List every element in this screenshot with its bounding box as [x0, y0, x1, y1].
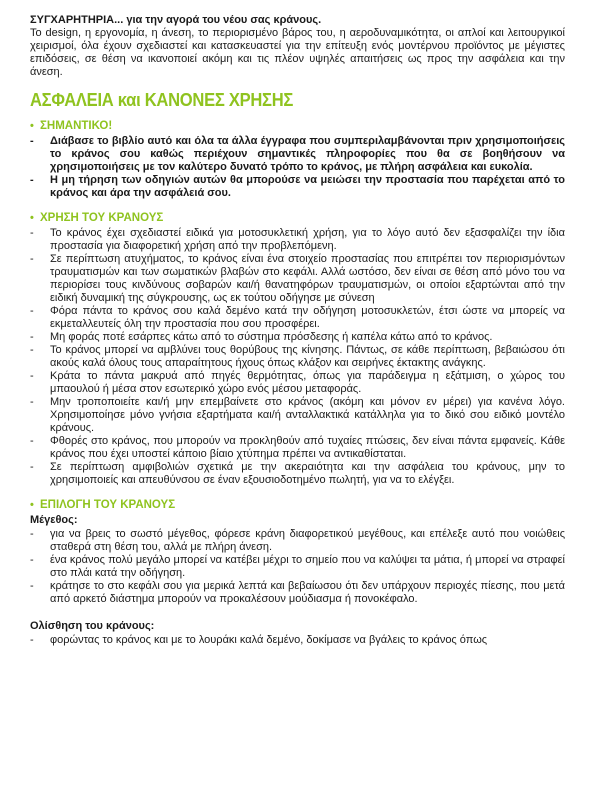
dash-bullet: - — [30, 174, 34, 186]
dash-bullet: - — [30, 396, 34, 408]
usage-heading-label: ΧΡΗΣΗ ΤΟΥ ΚΡΑΝΟΥΣ — [40, 212, 164, 224]
dash-bullet: - — [30, 461, 34, 473]
list-item-text: Μην τροποποιείτε και/ή μην επεμβαίνετε στο κράνος (ακόμη και μόνον εν μέρει) για κανένα λόγο. Χρησιμοποίησε μόνο γνήσια εξαρτήματα και/ή ανταλλακτικά κατάλληλα για το δικό σου ειδικό μοντέλο κράνους. — [50, 396, 565, 434]
list-item-text: Η μη τήρηση των οδηγιών αυτών θα μπορούσε να μειώσει την προστασία που παρέχεται από το κράνος και άρα την ασφάλειά σου. — [50, 174, 565, 199]
dash-bullet: - — [30, 227, 34, 239]
choice-heading-label: ΕΠΙΛΟΓΗ ΤΟΥ ΚΡΑΝΟΥΣ — [40, 499, 176, 511]
slip-label: Ολίσθηση του κράνους: — [30, 620, 155, 632]
dash-bullet: - — [30, 253, 34, 265]
list-item — [30, 253, 565, 305]
intro-text: Το design, η εργονομία, η άνεση, το περιορισμένο βάρος του, η αεροδυναμικότητα, οι απλοί και λειτουργικοί χειρισμοί, όλα έχουν σχεδιαστεί και κατασκευαστεί για την επίτευξη ενός μοντέρνου προϊόντος με μέγιστες επιδόσεις, σε θέση να ικανοποιεί ακόμη και τις πλέον υψηλές απαιτήσεις ως προς την ασφάλεια και την άνεση. — [30, 27, 565, 78]
list-item-text: Σε περίπτωση ατυχήματος, το κράνος είναι ένα στοιχείο προστασίας που επιτρέπει τον περιορισμόντων τραυματισμών και των σωματικών βλαβών στο κεφάλι. Αλλά ωστόσο, δεν είναι σε θέση από μόνο του να περιορίσει τους κινδύνους σοβαρών και/ή θανατηφόρων τραυματισμών, οι οποίοι εξαρτώνται από την ειδική δυναμική της σύγκρουσης, ως εκ τούτου οδήγησε με σύνεση — [50, 253, 565, 304]
main-title: ΑΣΦΑΛΕΙΑ και ΚΑΝΟΝΕΣ ΧΡΗΣΗΣ — [30, 90, 294, 110]
dash-bullet: - — [30, 554, 34, 566]
list-item — [30, 344, 565, 370]
dash-bullet: - — [30, 135, 34, 147]
list-item — [30, 305, 565, 331]
list-item-text: φορώντας το κράνος και με το λουράκι καλά δεμένο, δοκίμασε να βγάλεις το κράνος όπως — [50, 634, 488, 646]
list-item-text: Το κράνος έχει σχεδιαστεί ειδικά για μοτοσυκλετική χρήση, για το λόγο αυτό δεν εξασφαλίζει την ίδια προστασία για διαφορετική χρήση από την προβλεπόμενη. — [50, 227, 565, 252]
list-item — [30, 554, 565, 580]
list-item-text: Σε περίπτωση αμφιβολιών σχετικά με την ακεραιότητα και την ασφάλεια του κράνους, μην το χρησιμοποιείς και απευθύνσου σε έναν εξουσιοδοτημένο πωλητή, για να το ελέγξει. — [50, 461, 565, 486]
usage-section — [30, 211, 565, 487]
intro-title: ΣΥΓΧΑΡΗΤΗΡΙΑ... για την αγορά του νέου σας κράνους. — [30, 14, 322, 26]
dash-bullet: - — [30, 370, 34, 382]
dash-bullet: - — [30, 344, 34, 356]
usage-heading — [30, 211, 565, 225]
list-item-text: Κράτα το πάντα μακρυά από πηγές θερμότητας, όπως για παράδειγμα η εξάτμιση, ο χώρος του μπαουλού ή μέσα στον εσωτερικό χώρο ενός μέσου μεταφοράς. — [50, 370, 565, 395]
list-item — [30, 461, 565, 487]
dash-bullet: - — [30, 435, 34, 447]
bullet-icon: • — [30, 120, 34, 132]
list-item-text: κράτησε το στο κεφάλι σου για μερικά λεπτά και βεβαίωσου ότι δεν υπάρχουν περιοχές πίεσης, που μετά από αρκετό διάστημα μπορούν να προκαλέσουν μούδιασμα ή πονοκέφαλο. — [50, 580, 565, 605]
dash-bullet: - — [30, 580, 34, 592]
dash-bullet: - — [30, 634, 34, 646]
important-list — [30, 135, 565, 200]
dash-bullet: - — [30, 331, 34, 343]
list-item — [30, 135, 565, 174]
list-item — [30, 528, 565, 554]
slip-list — [30, 634, 565, 647]
choice-heading — [30, 498, 565, 512]
list-item-text: Το κράνος μπορεί να αμβλύνει τους θορύβους της κίνησης. Πάντως, σε κάθε περίπτωση, βεβαιώσου ότι ακούς καλά όλους τους απαραίτητους ήχους όπως κλάξον και σειρήνες έκτακτης ανάγκης. — [50, 344, 565, 369]
list-item — [30, 435, 565, 461]
important-section — [30, 119, 565, 200]
important-heading — [30, 119, 565, 133]
list-item-text: Μη φοράς ποτέ εσάρπες κάτω από το σύστημα πρόσδεσης ή καπέλα κάτω από το κράνος. — [50, 331, 493, 343]
dash-bullet: - — [30, 528, 34, 540]
bullet-icon: • — [30, 212, 34, 224]
important-heading-label: ΣΗΜΑΝΤΙΚΟ! — [40, 120, 113, 132]
list-item — [30, 580, 565, 606]
list-item — [30, 370, 565, 396]
list-item — [30, 174, 565, 200]
size-list — [30, 528, 565, 606]
list-item — [30, 634, 565, 647]
list-item-text: Φθορές στο κράνος, που μπορούν να προκληθούν από τυχαίες πτώσεις, δεν είναι πάντα εμφανείς. Κάθε κράνος που έχει υποστεί κάποιο βίαιο χτύπημα πρέπει να αντικαθίσταται. — [50, 435, 565, 460]
intro-section — [30, 14, 565, 79]
usage-list — [30, 227, 565, 487]
choice-section — [30, 498, 565, 647]
dash-bullet: - — [30, 305, 34, 317]
list-item-text: για να βρεις το σωστό μέγεθος, φόρεσε κράνη διαφορετικού μεγέθους, και επέλεξε αυτό που νοιώθεις σταθερά στη θέση του, αλλά με πλήρη άνεση. — [50, 528, 565, 553]
list-item-text: Διάβασε το βιβλίο αυτό και όλα τα άλλα έγγραφα που συμπεριλαμβάνονται πριν χρησιμοποιήσεις το κράνος σου καθώς περιέχουν σημαντικές πληροφορίες που θα σε βοηθήσουν να χρησιμοποιήσεις με τον καλύτερο δυνατό τρόπο το κράνος, με πλήρη ασφάλεια και ευκολία. — [50, 135, 565, 173]
size-label: Μέγεθος: — [30, 514, 78, 526]
list-item — [30, 227, 565, 253]
list-item-text: ένα κράνος πολύ μεγάλο μπορεί να κατέβει μέχρι το σημείο που να καλύψει τα μάτια, ή μπορεί να στραφεί στο πλάι κατά την οδήγηση. — [50, 554, 565, 579]
list-item — [30, 331, 565, 344]
list-item — [30, 396, 565, 435]
bullet-icon: • — [30, 499, 34, 511]
list-item-text: Φόρα πάντα το κράνος σου καλά δεμένο κατά την οδήγηση μοτοσυκλετών, έτσι ώστε να μπορείς να εκμεταλλευτείς όλη την προστασία που σου προσφέρει. — [50, 305, 565, 330]
